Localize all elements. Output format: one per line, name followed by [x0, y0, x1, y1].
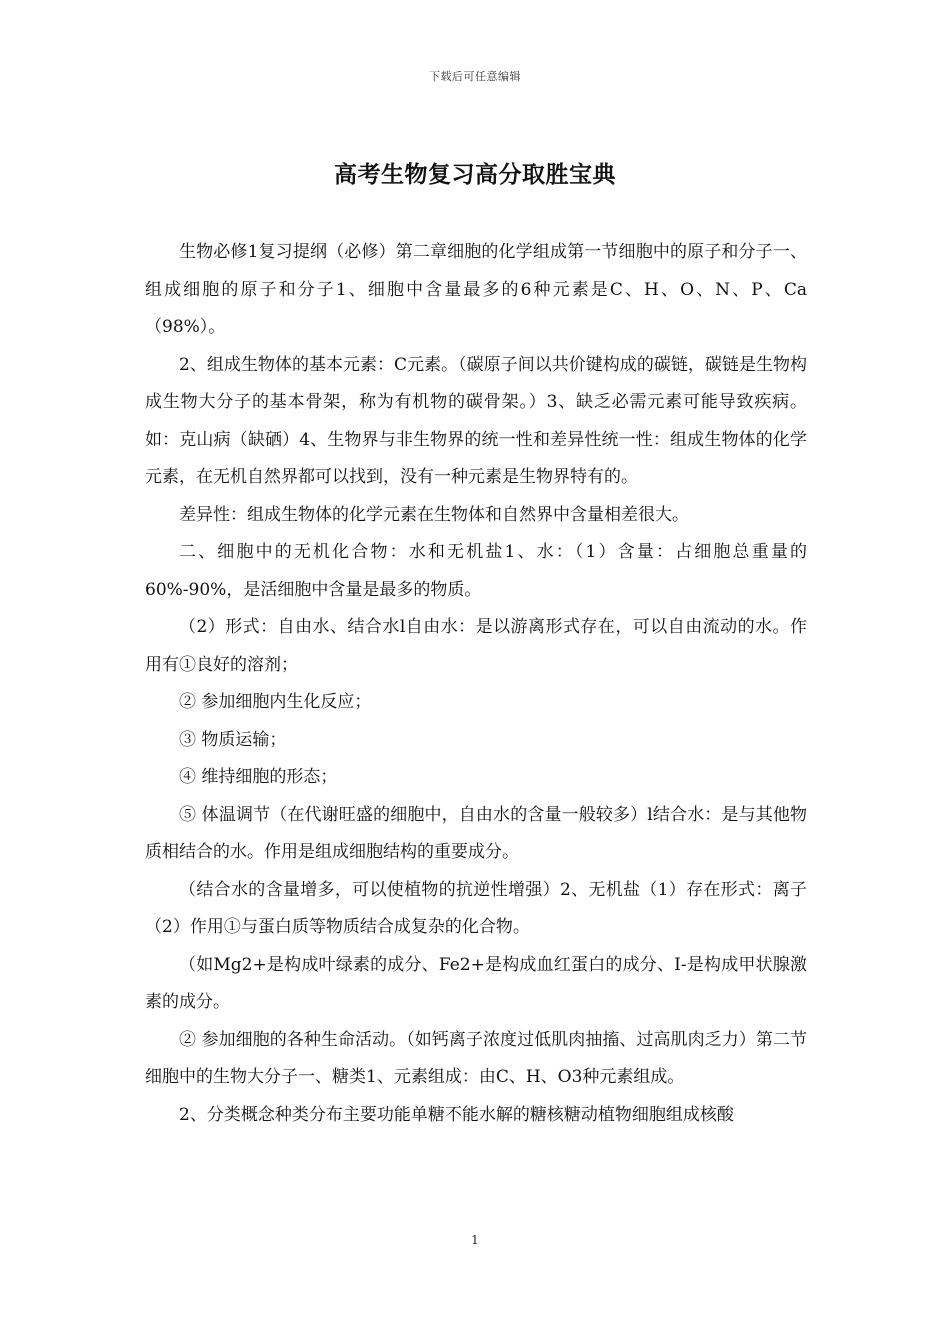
paragraph: 差异性：组成生物体的化学元素在生物体和自然界中含量相差很大。: [179, 504, 689, 525]
paragraph: ② 参加细胞内生化反应；: [179, 692, 372, 712]
document-title: 高考生物复习高分取胜宝典: [334, 161, 616, 188]
paragraph: ④ 维持细胞的形态；: [179, 767, 338, 787]
header-note: 下载后可任意编辑: [429, 70, 521, 83]
paragraph: 2、分类概念种类分布主要功能单糖不能水解的糖核糖动植物细胞组成核酸: [179, 1104, 734, 1125]
paragraph: ② 参加细胞的各种生命活动。（如钙离子浓度过低肌肉抽搐、过高肌肉乏力）第二节细胞中的生物大分子一、糖类1、元素组成：由C、H、O3种元素组成。: [145, 1029, 807, 1087]
paragraph: ③ 物质运输；: [179, 729, 287, 750]
paragraph: ⑤ 体温调节（在代谢旺盛的细胞中，自由水的含量一般较多）l结合水：是与其他物质相结合的水。作用是组成细胞结构的重要成分。: [145, 804, 807, 862]
paragraph: 二、细胞中的无机化合物：水和无机盐1、水：（1）含量：占细胞总重量的60%-90%，是活细胞中含量是最多的物质。: [145, 542, 807, 600]
paragraph: （结合水的含量增多，可以使植物的抗逆性增强）2、无机盐（1）存在形式：离子（2）作用①与蛋白质等物质结合成复杂的化合物。: [145, 879, 807, 937]
document-body: [145, 234, 807, 1134]
paragraph: （2）形式：自由水、结合水l自由水：是以游离形式存在，可以自由流动的水。作用有①良好的溶剂；: [145, 617, 807, 675]
page-number: 1: [471, 1233, 479, 1247]
paragraph: （如Mg2+是构成叶绿素的成分、Fe2+是构成血红蛋白的成分、I-是构成甲状腺激素的成分。: [145, 954, 807, 1012]
paragraph: 2、组成生物体的基本元素：C元素。（碳原子间以共价键构成的碳链，碳链是生物构成生物大分子的基本骨架，称为有机物的碳骨架。）3、缺乏必需元素可能导致疾病。如：克山病（缺硒）4、生物界与非生物界的统一性和差异性统一性：组成生物体的化学元素，在无机自然界都可以找到，没有一种元素是生物界特有的。: [145, 354, 807, 487]
paragraph: 生物必修1复习提纲（必修）第二章细胞的化学组成第一节细胞中的原子和分子一、组成细胞的原子和分子1、细胞中含量最多的6种元素是C、H、O、N、P、Ca（98%）。: [145, 242, 807, 337]
